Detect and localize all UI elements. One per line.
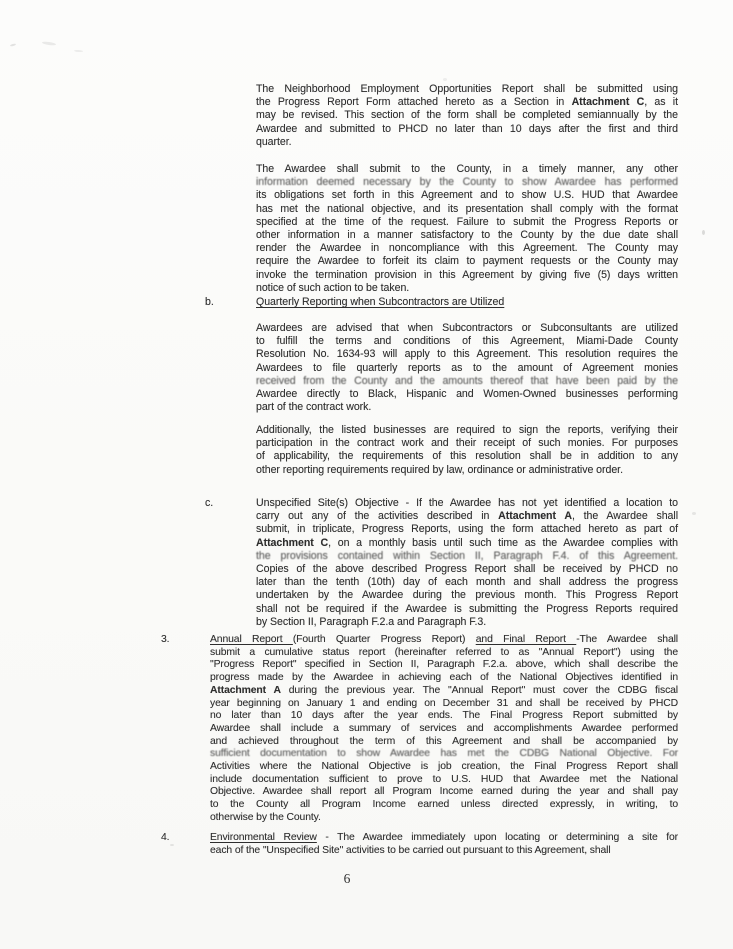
text-line: Activities where the National Objective is job creation, the Final Progress Report shall <box>210 761 678 773</box>
text-line: invoke the termination provision in this Agreement by giving five (5) days written <box>256 268 678 281</box>
text-line: require the Awardee to forfeit its claim to payment requests or the County may <box>256 255 678 268</box>
section-marker-4: 4. <box>161 832 170 843</box>
text-line: received from the County and the amounts thereof that have been paid by the <box>256 374 678 387</box>
text-line: Environmental Review - The Awardee immediately upon locating or determining a site for <box>210 832 678 843</box>
text-line: Resolution No. 1634-93 will apply to this Agreement. This resolution requires the <box>256 348 678 361</box>
text-line: "Progress Report" specified in Section II, Paragraph F.2.a. above, which shall describe the <box>210 659 678 671</box>
paragraph-annual-report <box>161 634 678 825</box>
text-line: has met the national objective, and its presentation shall comply with the format <box>256 202 678 215</box>
paragraph-environmental-review <box>161 832 678 857</box>
text-line: submit, in triplicate, Progress Reports, using the form attached hereto as part of <box>256 523 678 536</box>
text-line: Attachment A during the previous year. The "Annual Report" must cover the CDBG fiscal <box>210 684 678 696</box>
text-line: carry out any of the activities described in Attachment A, the Awardee shall <box>256 510 679 523</box>
scan-artifact <box>42 41 56 46</box>
text-line: specified at the time of the request. Failure to submit the Progress Reports or <box>256 215 678 228</box>
text-line: otherwise by the County. <box>210 811 321 823</box>
text-line: progress made by the Awardee in achieving each of the National Objectives identified in <box>210 672 678 684</box>
text-line: Awardee shall include a summary of services and accomplishments Awardee performed <box>210 722 678 734</box>
section-marker-c: c. <box>205 497 214 509</box>
text-line: may be revised. This section of the form shall be completed semiannually by the <box>256 109 678 122</box>
section-marker-3: 3. <box>161 634 170 645</box>
text-line: other information in a manner satisfactory to the County by the due date shall <box>256 229 678 242</box>
paragraph-timely-submission <box>256 163 678 295</box>
text-line: Copies of the above described Progress Report shall be received by PHCD no <box>256 563 678 576</box>
text-line: information deemed necessary by the County to show Awardee has performed <box>256 176 678 189</box>
paragraph-subcontractors <box>256 322 678 414</box>
page-number: 6 <box>343 871 351 886</box>
paragraph-neighborhood-report <box>256 83 678 149</box>
text-line: no later than 10 days after the year ends. The Final Progress Report submitted by <box>210 710 678 722</box>
text-line: part of the contract work. <box>256 401 372 414</box>
paragraph-listed-businesses <box>256 424 678 477</box>
text-line: later than the tenth (10th) day of each month and shall address the progress <box>256 576 678 589</box>
text-line: render the Awardee in noncompliance with this Agreement. The County may <box>256 242 678 255</box>
text-line: Awardee directly to Black, Hispanic and Women-Owned businesses performing <box>256 388 678 401</box>
text-line: Attachment C, on a monthly basis until such time as the Awardee complies with <box>256 536 679 549</box>
text-line: include documentation sufficient to prove to U.S. HUD that Awardee met the National <box>210 773 678 785</box>
text-line: to fulfill the terms and conditions of this Agreement, Miami-Dade County <box>256 335 678 348</box>
scan-artifact <box>702 230 705 235</box>
text-line: by Section II, Paragraph F.2.a and Paragraph F.3. <box>256 615 487 628</box>
scan-artifact <box>692 512 696 515</box>
text-line: the provisions contained within Section II, Paragraph F.4. of this Agreement. <box>256 549 678 562</box>
text-line: Annual Report (Fourth Quarter Progress Report) and Final Report -The Awardee shall <box>210 634 678 645</box>
text-line: other reporting requirements required by law, ordinance or administrative order. <box>256 463 623 476</box>
text-line: year beginning on January 1 and ending on December 31 and shall be received by PHCD <box>210 697 678 709</box>
section-heading-quarterly-reporting <box>205 296 678 309</box>
text-line: Quarterly Reporting when Subcontractors are Utilized <box>256 296 505 308</box>
text-line: each of the "Unspecified Site" activities to be carried out pursuant to this Agreement, shall <box>210 844 611 856</box>
text-line: submit a cumulative status report (hereinafter referred to as "Annual Report") using the <box>210 646 678 658</box>
text-line: The Neighborhood Employment Opportunities Report shall be submitted using <box>256 83 678 95</box>
text-line: quarter. <box>256 135 292 148</box>
text-line: Awardees are advised that when Subcontractors or Subconsultants are utilized <box>256 322 678 334</box>
text-line: shall not be required if the Awardee is submitting the Progress Reports required <box>256 602 678 615</box>
text-line: notice of such action to be taken. <box>256 281 410 294</box>
text-line: to the County all Program Income earned unless directed expressly, in writing, to <box>210 799 678 811</box>
section-marker-b: b. <box>205 296 214 308</box>
scan-artifact <box>443 78 447 81</box>
text-line: undertaken by the Awardee during the previous month. This Progress Report <box>256 589 678 602</box>
text-line: sufficient documentation to show Awardee has met the CDBG National Objective. For <box>210 748 678 760</box>
scan-artifact <box>10 43 16 46</box>
text-line: of applicability, the requirements of this resolution shall be in addition to any <box>256 450 678 463</box>
scan-artifact <box>74 50 83 53</box>
text-line: Awardee and submitted to PHCD no later than 10 days after the first and third <box>256 122 678 135</box>
scan-artifact <box>170 844 174 846</box>
text-line: participation in the contract work and their receipt of such monies. For purposes <box>256 437 678 450</box>
text-line: the Progress Report Form attached hereto as a Section in Attachment C, as it <box>256 96 679 109</box>
text-line: its obligations set forth in this Agreement and to show U.S. HUD that Awardee <box>256 189 678 202</box>
text-line: Awardees to file quarterly reports as to the amount of Agreement monies <box>256 361 678 374</box>
paragraph-unspecified-sites <box>205 497 679 629</box>
text-line: Objective. Awardee shall report all Program Income earned during the year and shall pay <box>210 786 678 798</box>
text-line: Additionally, the listed businesses are required to sign the reports, verifying their <box>256 424 678 436</box>
text-line: The Awardee shall submit to the County, in a timely manner, any other <box>256 163 678 175</box>
text-line: and achieved throughout the term of this Agreement and shall be accompanied by <box>210 735 678 747</box>
text-line: Unspecified Site(s) Objective - If the Awardee has not yet identified a location to <box>256 497 678 509</box>
